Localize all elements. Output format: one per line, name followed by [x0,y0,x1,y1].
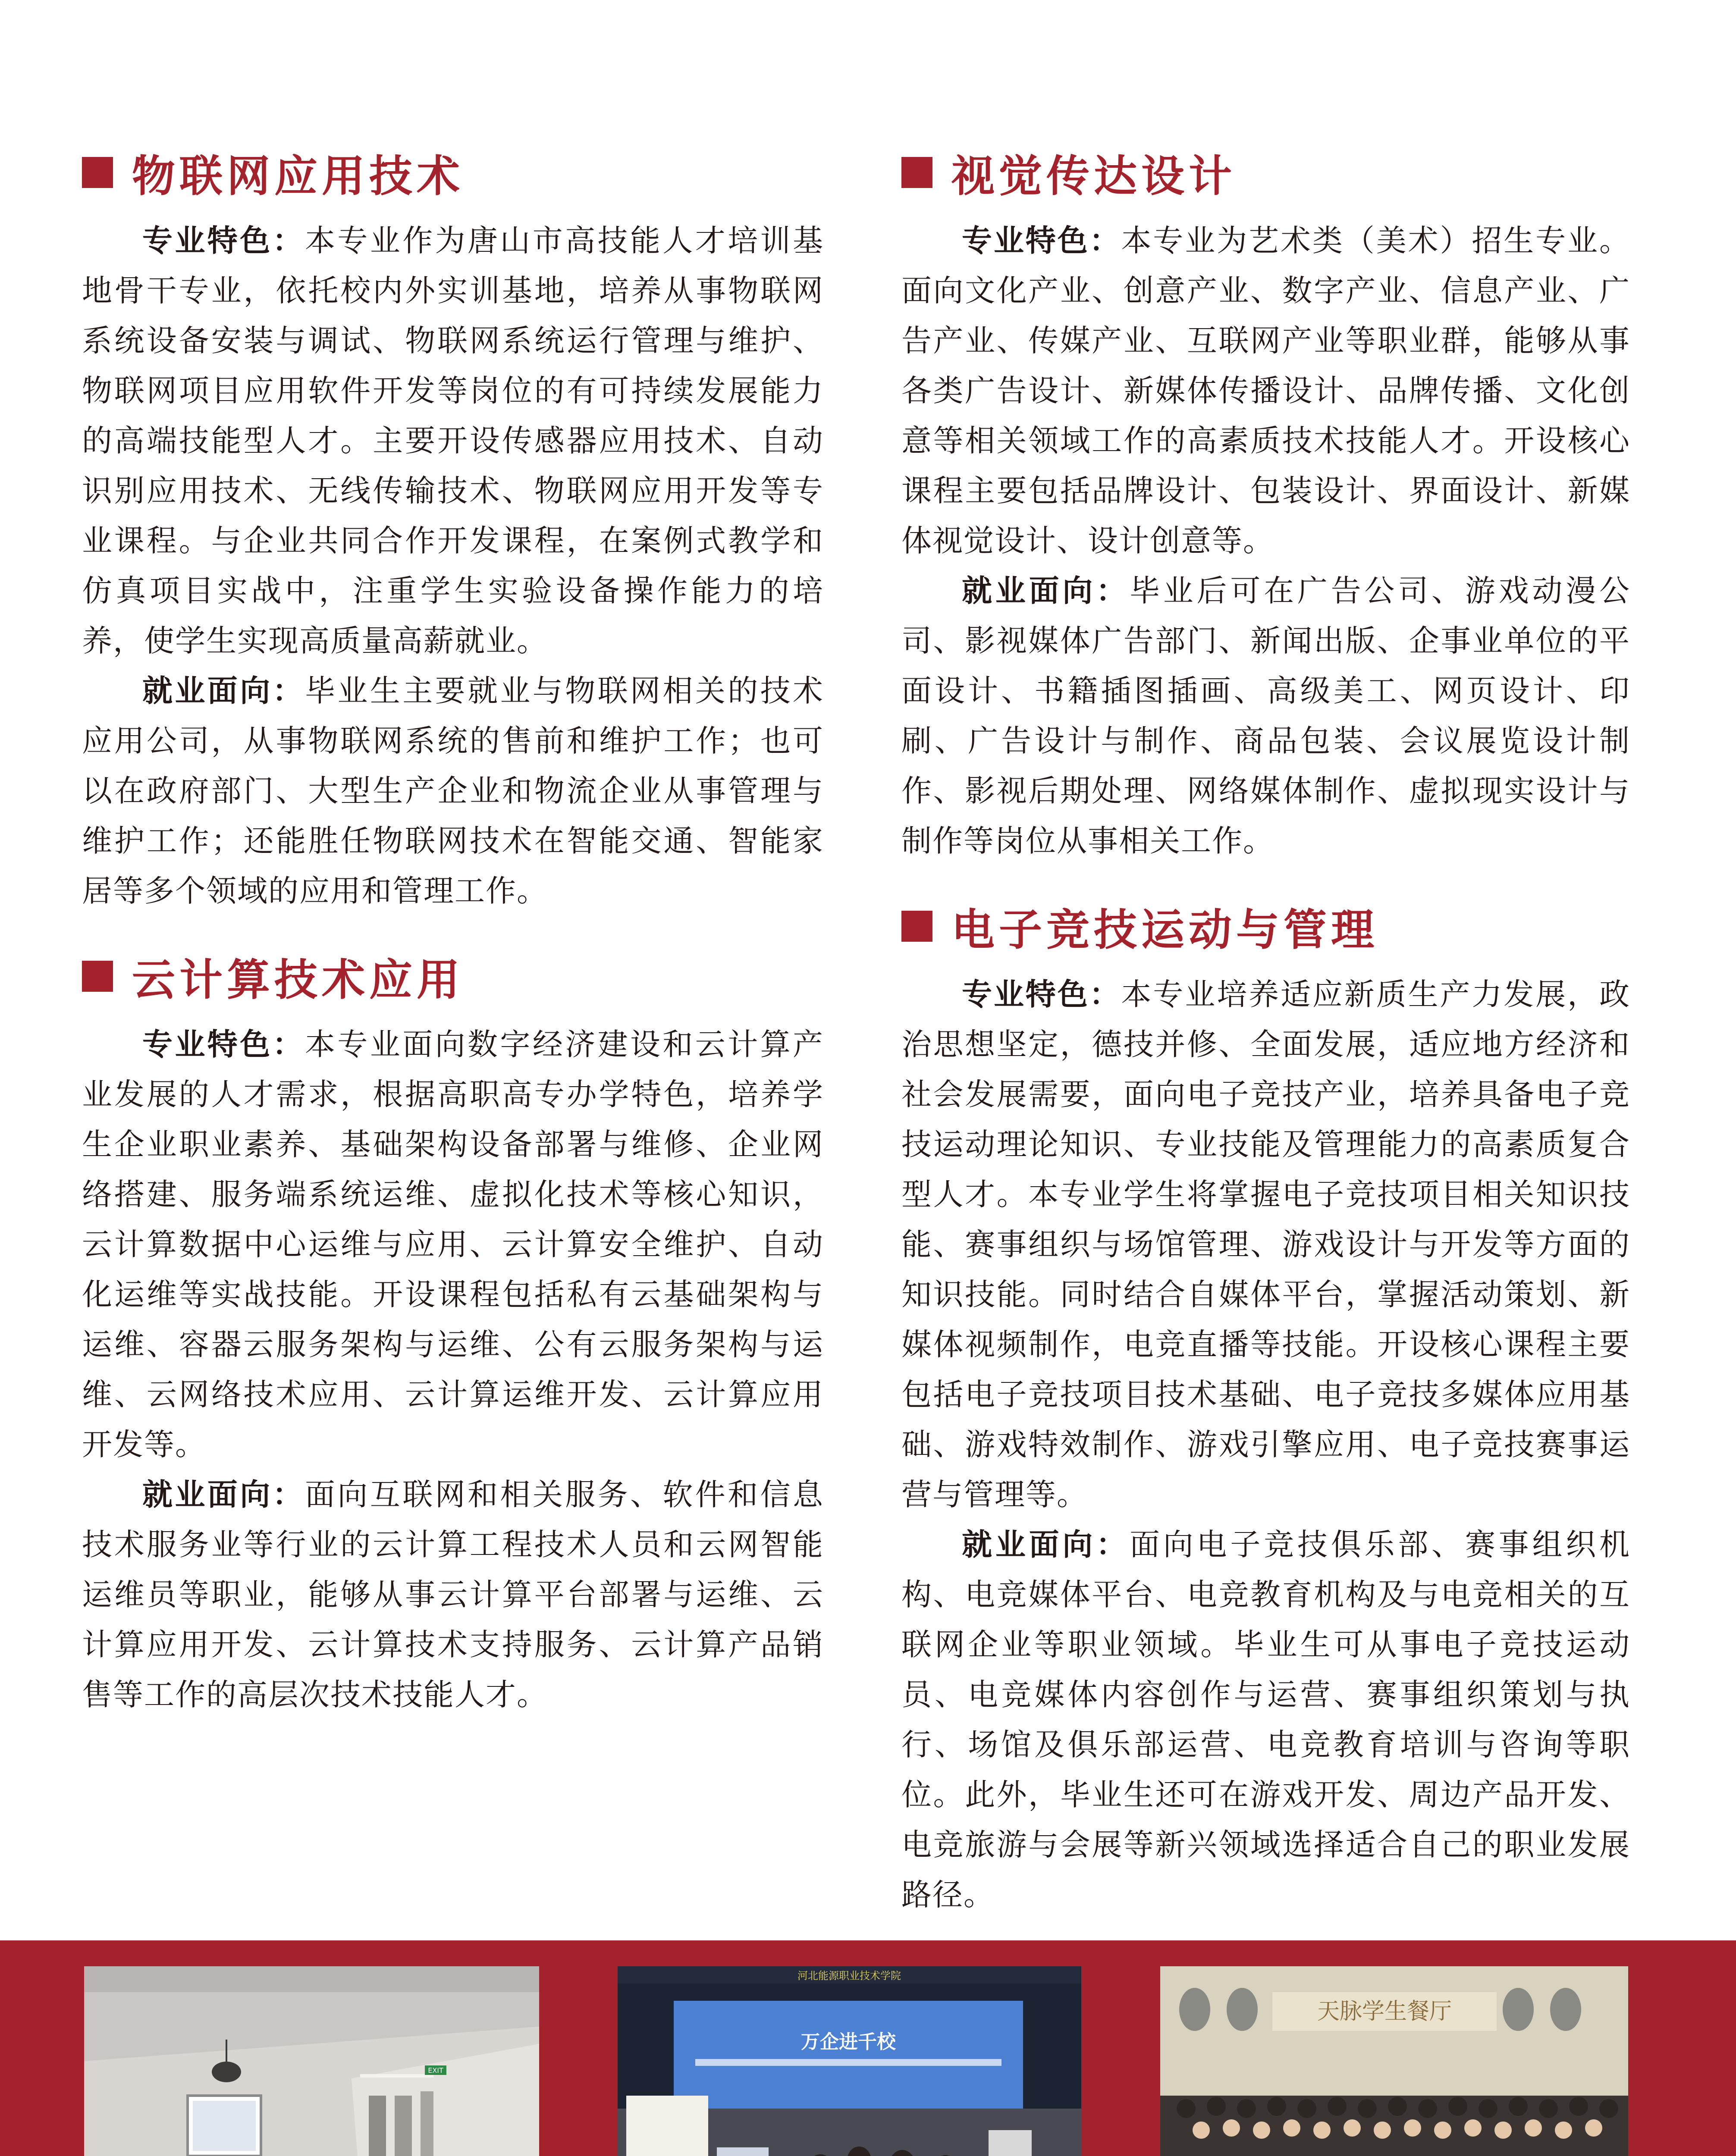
employment-label: 就业面向： [962,1527,1130,1562]
section-iot [82,129,824,916]
features-label: 专业特色： [962,977,1121,1012]
square-marker-icon [901,911,932,942]
employment-label: 就业面向： [142,1477,305,1512]
employment-text: 面向互联网和相关服务、软件和信息技术服务业等行业的云计算工程技术人员和云网智能运维员等职业，能够从事云计算平台部署与运维、云计算应用开发、云计算技术支持服务、云计算产品销售等工作的高层次技术技能人才。 [82,1477,824,1712]
stage-screen-text: 万企进千校 [801,2031,896,2053]
square-marker-icon [901,157,932,188]
section-cloud [82,933,824,1720]
office-lounge-image [84,1966,539,2156]
features-label: 专业特色： [962,223,1121,258]
event-banner-text: 河北能源职业技术学院 [797,1970,901,1982]
features-text: 本专业作为唐山市高技能人才培训基地骨干专业，依托校内外实训基地，培养从事物联网系统设备安装与调试、物联网系统运行管理与维护、物联网项目应用软件开发等岗位的有可持续发展能力的高端技能型人才。主要开设传感器应用技术、自动识别应用技术、无线传输技术、物联网应用开发等专业课程。与企业共同合作开发课程，在案例式教学和仿真项目实战中，注重学生实验设备操作能力的培养，使学生实现高质量高薪就业。 [82,223,824,658]
square-marker-icon [82,157,113,188]
features-paragraph [82,1019,824,1470]
features-text: 本专业面向数字经济建设和云计算产业发展的人才需求，根据高职高专办学特色，培养学生企业职业素养、基础架构设备部署与维修、企业网络搭建、服务端系统运维、虚拟化技术等核心知识，云计算数据中心运维与应用、云计算安全维护、自动化运维等实战技能。开设课程包括私有云基础架构与运维、容器云服务架构与运维、公有云服务架构与运维、云网络技术应用、云计算运维开发、云计算应用开发等。 [82,1027,824,1462]
features-text: 本专业为艺术类（美术）招生专业。面向文化产业、创意产业、数字产业、信息产业、广告产业、传媒产业、互联网产业等职业群，能够从事各类广告设计、新媒体传播设计、品牌传播、文化创意等相关领域工作的高素质技术技能人才。开设核心课程主要包括品牌设计、包装设计、界面设计、新媒体视觉设计、设计创意等。 [901,223,1630,558]
features-label: 专业特色： [142,1027,305,1062]
photo-office-lounge [84,1966,539,2156]
employment-label: 就业面向： [962,573,1130,608]
employment-text: 毕业生主要就业与物联网相关的技术应用公司，从事物联网系统的售前和维护工作；也可以在政府部门、大型生产企业和物流企业从事管理与维护工作；还能胜任物联网技术在智能交通、智能家居等多个领域的应用和管理工作。 [82,673,824,909]
section-heading [82,129,824,216]
features-paragraph [82,216,824,666]
job-fair-image [618,1966,1081,2156]
group-internship-image [1160,1966,1628,2156]
section-heading [82,933,824,1019]
section-title: 电子竞技运动与管理 [951,905,1378,955]
features-paragraph [901,969,1630,1520]
exit-sign: EXIT [428,2066,443,2075]
left-column [82,129,824,1737]
section-heading [901,129,1630,216]
employment-paragraph [901,566,1630,866]
section-title: 物联网应用技术 [132,151,464,201]
employment-text: 毕业后可在广告公司、游戏动漫公司、影视媒体广告部门、新闻出版、企事业单位的平面设计、书籍插图插画、高级美工、网页设计、印刷、广告设计与制作、商品包装、会议展览设计制作、影视后期处理、网络媒体制作、虚拟现实设计与制作等岗位从事相关工作。 [901,573,1631,859]
features-paragraph [901,216,1630,566]
photo-group-internship [1160,1966,1628,2156]
employment-paragraph [82,1470,824,1720]
employment-text: 面向电子竞技俱乐部、赛事组织机构、电竞媒体平台、电竞教育机构及与电竞相关的互联网企业等职业领域。毕业生可从事电子竞技运动员、电竞媒体内容创作与运营、赛事组织策划与执行、场馆及俱乐部运营、电竞教育培训与咨询等职位。此外，毕业生还可在游戏开发、周边产品开发、电竞旅游与会展等新兴领域选择适合自己的职业发展路径。 [901,1527,1631,1912]
features-text: 本专业培养适应新质生产力发展，政治思想坚定，德技并修、全面发展，适应地方经济和社会发展需要，面向电子竞技产业，培养具备电子竞技运动理论知识、专业技能及管理能力的高素质复合型人才。本专业学生将掌握电子竞技项目相关知识技能、赛事组织与场馆管理、游戏设计与开发等方面的知识技能。同时结合自媒体平台，掌握活动策划、新媒体视频制作，电竞直播等技能。开设核心课程主要包括电子竞技项目技术基础、电子竞技多媒体应用基础、游戏特效制作、游戏引擎应用、电子竞技赛事运营与管理等。 [901,977,1630,1512]
employment-paragraph [82,666,824,916]
section-esports [901,883,1630,1920]
section-title: 视觉传达设计 [951,151,1236,201]
section-visual [901,129,1630,866]
section-title: 云计算技术应用 [132,955,464,1005]
features-label: 专业特色： [142,223,305,258]
section-heading [901,883,1630,969]
square-marker-icon [82,961,113,992]
canteen-sign: 天脉学生餐厅 [1317,1999,1452,2024]
employment-paragraph [901,1520,1630,1920]
photo-job-fair [618,1966,1081,2156]
right-column [901,129,1630,1937]
employment-label: 就业面向： [142,673,305,708]
